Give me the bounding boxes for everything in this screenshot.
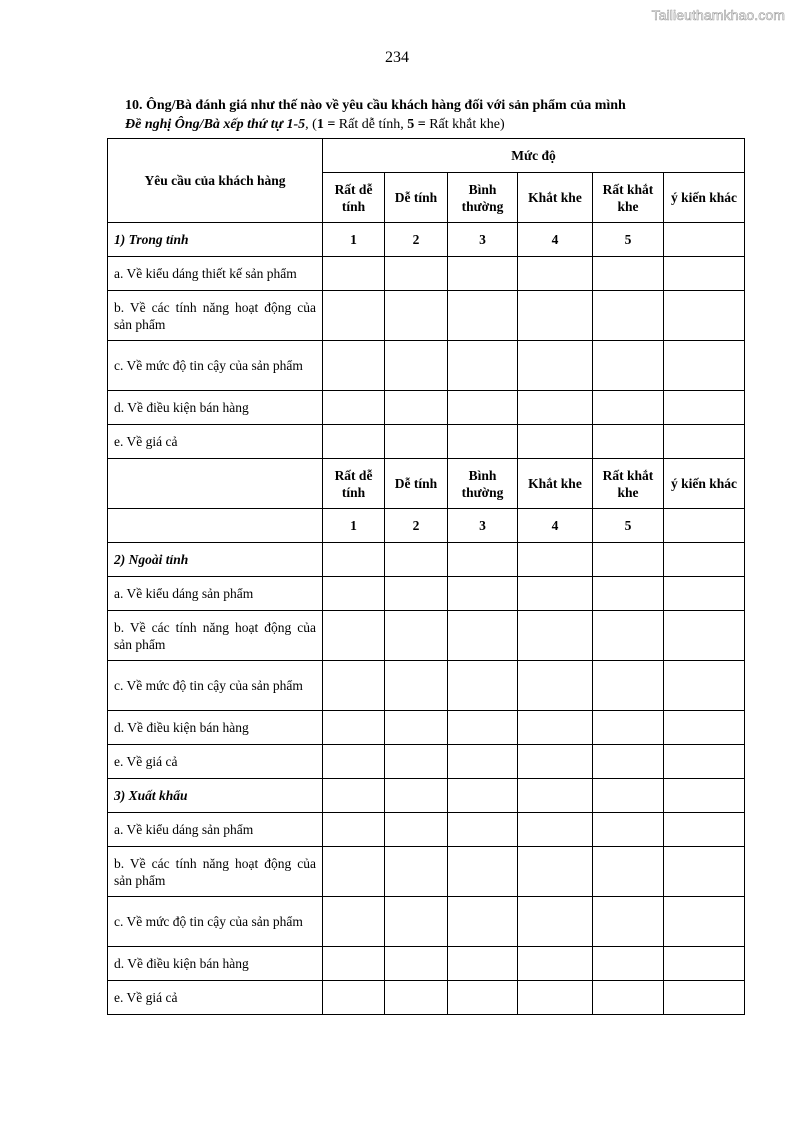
rating-cell[interactable]	[385, 847, 448, 897]
rating-cell[interactable]	[664, 947, 745, 981]
rating-cell[interactable]	[385, 897, 448, 947]
score-cell: 5	[593, 509, 664, 543]
item-row	[108, 847, 745, 897]
score-cell: 3	[448, 223, 518, 257]
level-very-strict: Rất khắt khe	[593, 459, 664, 509]
score-cell: 2	[385, 509, 448, 543]
item-label: e. Về giá cả	[108, 981, 323, 1015]
page-number: 234	[385, 49, 409, 66]
rating-cell[interactable]	[518, 425, 593, 459]
score-cell: 1	[323, 223, 385, 257]
item-row	[108, 611, 745, 661]
level-row-repeat	[108, 459, 745, 509]
rating-cell[interactable]	[385, 947, 448, 981]
rating-cell[interactable]	[323, 257, 385, 291]
item-row	[108, 813, 745, 847]
rating-cell[interactable]	[448, 543, 518, 577]
rating-cell[interactable]	[323, 577, 385, 611]
rating-table	[107, 138, 745, 1015]
rating-cell[interactable]	[593, 425, 664, 459]
item-label: b. Về các tính năng hoạt động của sản phẩm	[108, 611, 323, 661]
item-label: a. Về kiểu dáng sản phẩm	[108, 577, 323, 611]
item-label: e. Về giá cả	[108, 745, 323, 779]
rating-cell[interactable]	[448, 611, 518, 661]
rating-cell[interactable]	[518, 611, 593, 661]
rating-cell[interactable]	[385, 577, 448, 611]
item-row	[108, 391, 745, 425]
rating-cell[interactable]	[385, 745, 448, 779]
level-very-easy: Rất dễ tính	[323, 459, 385, 509]
rating-cell[interactable]	[518, 391, 593, 425]
rating-cell[interactable]	[664, 577, 745, 611]
rating-cell[interactable]	[385, 711, 448, 745]
rating-cell[interactable]	[593, 391, 664, 425]
rating-cell[interactable]	[323, 291, 385, 341]
rating-cell[interactable]	[664, 611, 745, 661]
scale-min-number: 1 =	[316, 117, 336, 132]
section-title: 2) Ngoài tỉnh	[108, 543, 323, 577]
item-label: b. Về các tính năng hoạt động của sản phẩm	[108, 291, 323, 341]
item-row	[108, 711, 745, 745]
rating-cell[interactable]	[593, 897, 664, 947]
rating-cell[interactable]	[448, 341, 518, 391]
rating-cell[interactable]	[323, 391, 385, 425]
rating-cell[interactable]	[593, 847, 664, 897]
rating-cell[interactable]	[323, 543, 385, 577]
item-row	[108, 745, 745, 779]
rating-cell[interactable]	[593, 779, 664, 813]
rating-cell[interactable]	[323, 947, 385, 981]
rating-cell[interactable]	[323, 711, 385, 745]
rating-cell[interactable]	[664, 425, 745, 459]
rating-cell[interactable]	[448, 779, 518, 813]
rating-cell[interactable]	[385, 661, 448, 711]
rating-cell[interactable]	[385, 341, 448, 391]
rating-cell[interactable]	[518, 779, 593, 813]
level-normal: Bình thường	[448, 173, 518, 223]
rating-cell[interactable]	[664, 779, 745, 813]
rating-cell[interactable]	[448, 577, 518, 611]
level-normal: Bình thường	[448, 459, 518, 509]
rating-cell[interactable]	[448, 257, 518, 291]
rating-cell[interactable]	[323, 425, 385, 459]
rating-cell[interactable]	[448, 947, 518, 981]
item-label: d. Về điều kiện bán hàng	[108, 391, 323, 425]
item-row	[108, 947, 745, 981]
rating-cell[interactable]	[448, 897, 518, 947]
rating-cell[interactable]	[518, 847, 593, 897]
instruction-lead: Đề nghị Ông/Bà xếp thứ tự 1-5	[125, 117, 306, 132]
rating-cell[interactable]	[385, 291, 448, 341]
item-row	[108, 577, 745, 611]
score-cell: 2	[385, 223, 448, 257]
question-title: 10. Ông/Bà đánh giá như thế nào về yêu cầu khách hàng đối với sản phẩm của mình	[125, 98, 626, 113]
rating-cell[interactable]	[518, 745, 593, 779]
section-row	[108, 543, 745, 577]
rating-cell[interactable]	[448, 813, 518, 847]
rating-cell[interactable]	[323, 745, 385, 779]
rating-cell[interactable]	[664, 391, 745, 425]
score-cell	[664, 509, 745, 543]
rating-cell[interactable]	[385, 391, 448, 425]
rating-cell[interactable]	[593, 711, 664, 745]
rating-cell[interactable]	[323, 779, 385, 813]
scale-min-text: Rất dễ tính,	[335, 117, 408, 132]
item-label: e. Về giá cả	[108, 425, 323, 459]
rating-cell[interactable]	[385, 981, 448, 1015]
item-label: c. Về mức độ tin cậy của sản phẩm	[108, 341, 323, 391]
rating-cell[interactable]	[323, 661, 385, 711]
item-label: d. Về điều kiện bán hàng	[108, 947, 323, 981]
rating-cell[interactable]	[518, 897, 593, 947]
rating-cell[interactable]	[593, 291, 664, 341]
rating-cell[interactable]	[323, 611, 385, 661]
rating-cell[interactable]	[448, 661, 518, 711]
blank-cell	[108, 509, 323, 543]
rating-cell[interactable]	[323, 847, 385, 897]
rating-cell[interactable]	[448, 391, 518, 425]
rating-cell[interactable]	[448, 847, 518, 897]
section-row	[108, 223, 745, 257]
scale-max-number: 5 =	[407, 117, 426, 132]
rating-cell[interactable]	[593, 577, 664, 611]
rating-cell[interactable]	[593, 981, 664, 1015]
section-title: 1) Trong tỉnh	[108, 223, 323, 257]
rating-cell[interactable]	[385, 543, 448, 577]
item-row	[108, 341, 745, 391]
rating-cell[interactable]	[664, 711, 745, 745]
item-row	[108, 257, 745, 291]
item-label: c. Về mức độ tin cậy của sản phẩm	[108, 897, 323, 947]
instruction-line	[125, 117, 505, 133]
level-other-opinion: ý kiến khác	[664, 173, 745, 223]
rating-cell[interactable]	[664, 813, 745, 847]
rating-cell[interactable]	[593, 543, 664, 577]
rating-cell[interactable]	[385, 257, 448, 291]
rating-cell[interactable]	[593, 257, 664, 291]
rating-cell[interactable]	[518, 813, 593, 847]
score-cell: 3	[448, 509, 518, 543]
scale-max-text: Rất khắt khe)	[425, 117, 505, 132]
rating-cell[interactable]	[593, 611, 664, 661]
item-row	[108, 291, 745, 341]
rating-cell[interactable]	[518, 257, 593, 291]
rating-cell[interactable]	[385, 779, 448, 813]
rating-cell[interactable]	[448, 711, 518, 745]
rating-cell[interactable]	[593, 661, 664, 711]
blank-cell	[108, 459, 323, 509]
instruction-sep: , (	[305, 117, 317, 132]
item-row	[108, 981, 745, 1015]
rating-cell[interactable]	[518, 577, 593, 611]
rating-cell[interactable]	[518, 661, 593, 711]
item-label: a. Về kiểu dáng thiết kế sản phẩm	[108, 257, 323, 291]
rating-cell[interactable]	[664, 341, 745, 391]
rating-cell[interactable]	[385, 813, 448, 847]
watermark: Tailieuthamkhao.com	[651, 7, 785, 23]
item-label: d. Về điều kiện bán hàng	[108, 711, 323, 745]
level-header: Mức độ	[323, 139, 745, 173]
level-strict: Khắt khe	[518, 173, 593, 223]
rating-cell[interactable]	[664, 745, 745, 779]
level-strict: Khắt khe	[518, 459, 593, 509]
requirement-header: Yêu cầu của khách hàng	[108, 139, 323, 223]
score-cell: 4	[518, 223, 593, 257]
item-label: c. Về mức độ tin cậy của sản phẩm	[108, 661, 323, 711]
rating-cell[interactable]	[593, 341, 664, 391]
rating-cell[interactable]	[664, 543, 745, 577]
level-easy: Dễ tính	[385, 459, 448, 509]
rating-cell[interactable]	[385, 425, 448, 459]
rating-cell[interactable]	[664, 847, 745, 897]
rating-cell[interactable]	[664, 291, 745, 341]
rating-cell[interactable]	[323, 813, 385, 847]
rating-cell[interactable]	[664, 661, 745, 711]
rating-cell[interactable]	[593, 745, 664, 779]
score-cell: 1	[323, 509, 385, 543]
rating-cell[interactable]	[518, 981, 593, 1015]
rating-cell[interactable]	[664, 897, 745, 947]
section-row	[108, 779, 745, 813]
rating-cell[interactable]	[385, 611, 448, 661]
level-very-strict: Rất khắt khe	[593, 173, 664, 223]
rating-cell[interactable]	[518, 947, 593, 981]
rating-cell[interactable]	[664, 257, 745, 291]
rating-cell[interactable]	[323, 897, 385, 947]
level-easy: Dễ tính	[385, 173, 448, 223]
level-other-opinion: ý kiến khác	[664, 459, 745, 509]
score-cell	[664, 223, 745, 257]
rating-cell[interactable]	[518, 543, 593, 577]
rating-cell[interactable]	[518, 291, 593, 341]
item-row	[108, 661, 745, 711]
item-row	[108, 425, 745, 459]
score-cell: 4	[518, 509, 593, 543]
rating-cell[interactable]	[448, 981, 518, 1015]
rating-cell[interactable]	[448, 745, 518, 779]
rating-cell[interactable]	[323, 981, 385, 1015]
rating-cell[interactable]	[593, 947, 664, 981]
score-row	[108, 509, 745, 543]
level-very-easy: Rất dễ tính	[323, 173, 385, 223]
section-title: 3) Xuất khẩu	[108, 779, 323, 813]
rating-cell[interactable]	[323, 341, 385, 391]
item-label: b. Về các tính năng hoạt động của sản phẩm	[108, 847, 323, 897]
rating-cell[interactable]	[664, 981, 745, 1015]
item-row	[108, 897, 745, 947]
score-cell: 5	[593, 223, 664, 257]
rating-cell[interactable]	[518, 341, 593, 391]
rating-cell[interactable]	[448, 291, 518, 341]
rating-cell[interactable]	[448, 425, 518, 459]
rating-cell[interactable]	[593, 813, 664, 847]
rating-cell[interactable]	[518, 711, 593, 745]
item-label: a. Về kiểu dáng sản phẩm	[108, 813, 323, 847]
